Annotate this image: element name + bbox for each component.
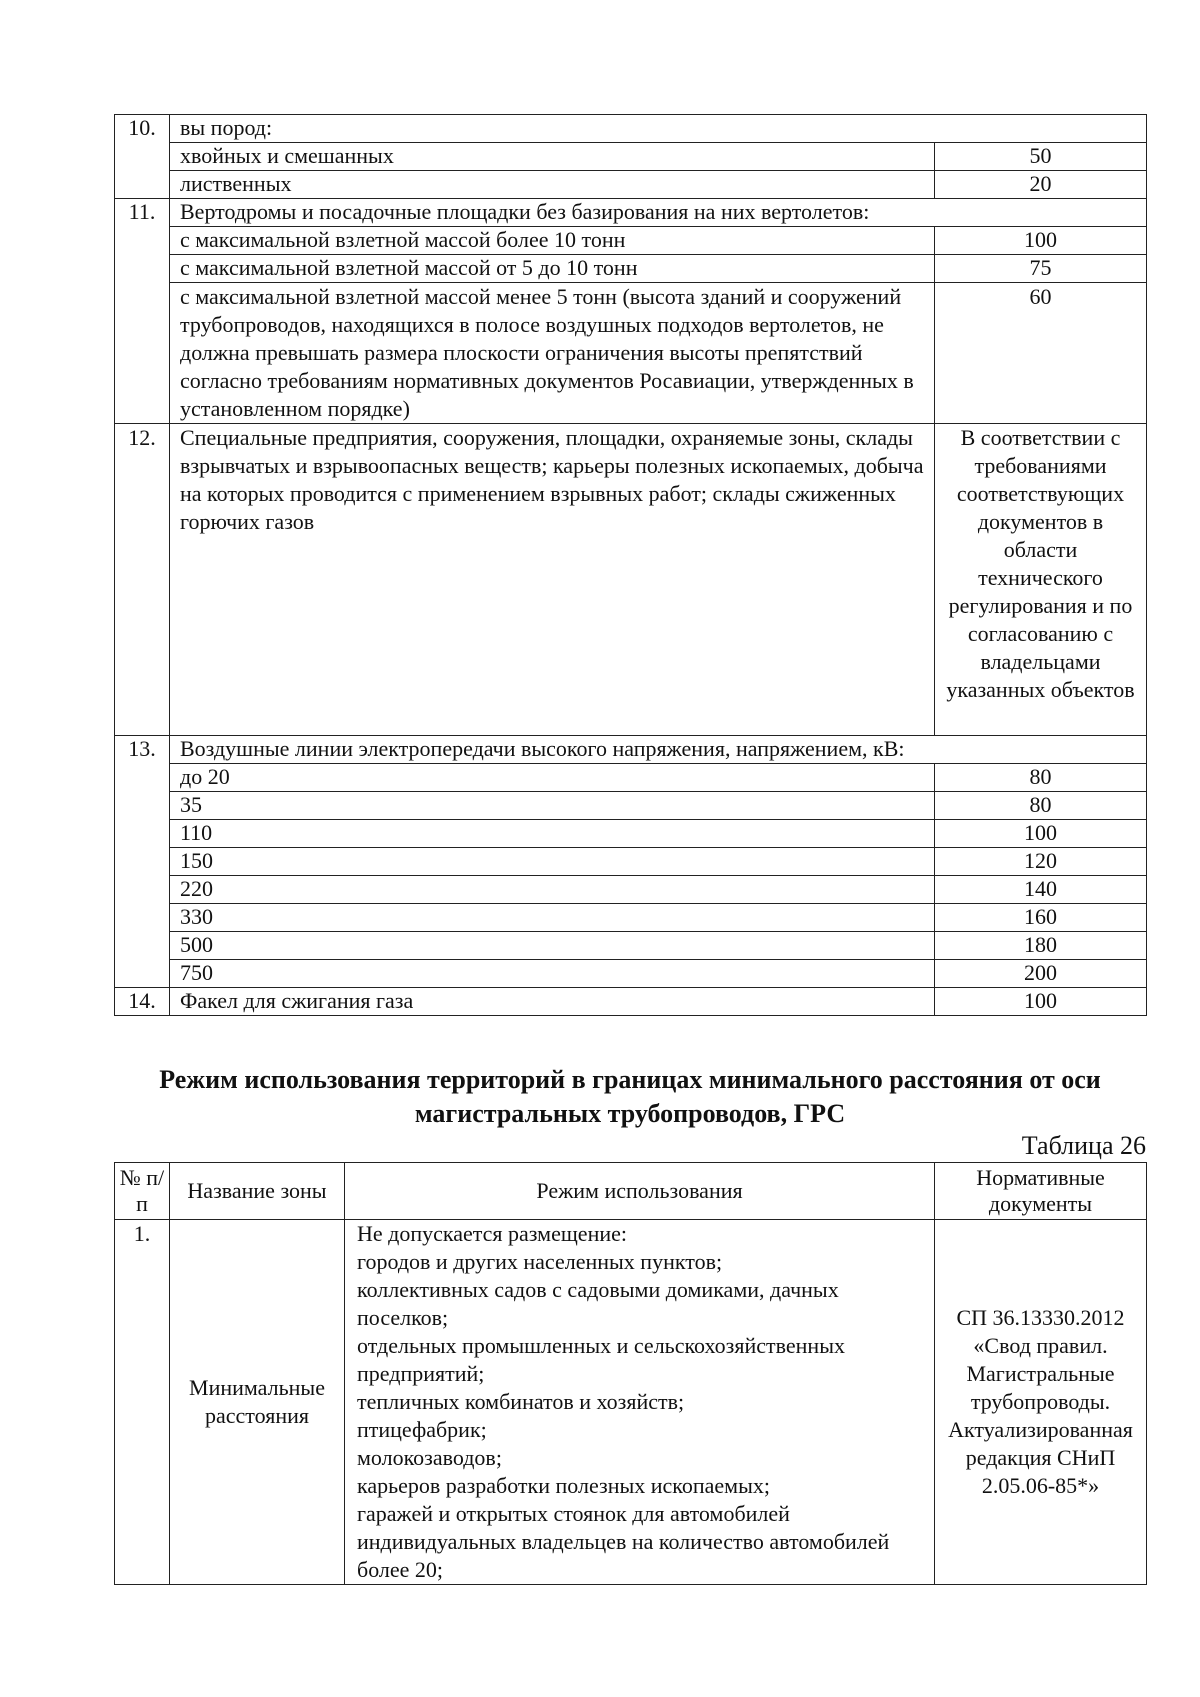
row-value: 20 (935, 171, 1147, 199)
table-row (115, 143, 1147, 171)
header-regime: Режим использования (345, 1163, 935, 1220)
row-number: 10. (115, 115, 170, 199)
row-value: 140 (935, 876, 1147, 904)
regime-line: гаражей и открытых стоянок для автомобилей индивидуальных владельцев на количество автомобилей более 20; (357, 1501, 890, 1582)
row-number: 13. (115, 736, 170, 988)
regime-line: карьеров разработки полезных ископаемых; (357, 1473, 770, 1498)
distance-table (114, 114, 1147, 1016)
row-value: 100 (935, 227, 1147, 255)
row-label: 220 (170, 876, 935, 904)
table-row (115, 904, 1147, 932)
table-row (115, 764, 1147, 792)
regime-line: коллективных садов с садовыми домиками, дачных поселков; (357, 1277, 839, 1330)
row-label: с максимальной взлетной массой менее 5 тонн (высота зданий и сооружений трубопроводов, находящихся в полосе воздушных подходов вертолетов, не должна превышать размера плоскости ограничения высоты препятствий согласно требованиям нормативных документов Росавиации, утвержденных в установленном порядке) (170, 283, 935, 424)
normative-docs: СП 36.13330.2012 «Свод правил. Магистральные трубопроводы. Актуализированная редакция СНиП 2.05.06-85*» (935, 1220, 1147, 1585)
table-row (115, 424, 1147, 736)
row-label: с максимальной взлетной массой более 10 тонн (170, 227, 935, 255)
table-header-row (115, 1163, 1147, 1220)
header-docs: Нормативные документы (935, 1163, 1147, 1220)
table-row (115, 848, 1147, 876)
row-label: 330 (170, 904, 935, 932)
regime-line: отдельных промышленных и сельскохозяйственных предприятий; (357, 1333, 845, 1386)
regime-line: городов и других населенных пунктов; (357, 1249, 723, 1274)
row-label: 35 (170, 792, 935, 820)
row-label: с максимальной взлетной массой от 5 до 10 тонн (170, 255, 935, 283)
row-group-header: Вертодромы и посадочные площадки без базирования на них вертолетов: (170, 199, 1147, 227)
table-row (115, 792, 1147, 820)
row-value: 75 (935, 255, 1147, 283)
table-row (115, 820, 1147, 848)
row-group-header: Воздушные линии электропередачи высокого напряжения, напряжением, кВ: (170, 736, 1147, 764)
row-value: 200 (935, 960, 1147, 988)
row-value: 120 (935, 848, 1147, 876)
row-label: хвойных и смешанных (170, 143, 935, 171)
regime-cell (345, 1220, 935, 1585)
row-label: до 20 (170, 764, 935, 792)
regime-line: тепличных комбинатов и хозяйств; (357, 1389, 685, 1414)
row-value: 160 (935, 904, 1147, 932)
table-row (115, 988, 1147, 1016)
row-label: Специальные предприятия, сооружения, площадки, охраняемые зоны, склады взрывчатых и взрывоопасных веществ; карьеры полезных ископаемых, добыча на которых проводится с применением взрывных работ; склады сжиженных горючих газов (170, 424, 935, 736)
table-row (115, 932, 1147, 960)
table-number-label: Таблица 26 (1021, 1131, 1146, 1160)
row-value: 100 (935, 820, 1147, 848)
row-label: лиственных (170, 171, 935, 199)
regime-line: Не допускается размещение: (357, 1221, 627, 1246)
table-row (115, 115, 1147, 143)
regime-line: молокозаводов; (357, 1445, 502, 1470)
usage-regime-table (114, 1162, 1147, 1585)
table-row (115, 283, 1147, 424)
row-value: 180 (935, 932, 1147, 960)
row-value: 80 (935, 792, 1147, 820)
header-zone: Название зоны (170, 1163, 345, 1220)
header-num: № п/п (115, 1163, 170, 1220)
row-group-header: вы пород: (170, 115, 1147, 143)
table-row (115, 960, 1147, 988)
row-label: Факел для сжигания газа (170, 988, 935, 1016)
table-row (115, 171, 1147, 199)
row-value: В соответствии с требованиями соответствующих документов в области технического регулирования и по согласованию с владельцами указанных объектов (935, 424, 1147, 736)
row-number: 11. (115, 199, 170, 424)
row-number: 1. (115, 1220, 170, 1585)
row-label: 500 (170, 932, 935, 960)
table-row (115, 199, 1147, 227)
row-value: 80 (935, 764, 1147, 792)
row-label: 150 (170, 848, 935, 876)
table-row (115, 255, 1147, 283)
regime-line: птицефабрик; (357, 1417, 487, 1442)
row-label: 110 (170, 820, 935, 848)
table-row (115, 736, 1147, 764)
row-label: 750 (170, 960, 935, 988)
table-row (115, 227, 1147, 255)
row-number: 12. (115, 424, 170, 736)
row-value: 100 (935, 988, 1147, 1016)
section-title: Режим использования территорий в границах минимального расстояния от оси магистральных трубопроводов, ГРС (159, 1065, 1101, 1128)
row-value: 50 (935, 143, 1147, 171)
row-value: 60 (935, 283, 1147, 424)
table-row (115, 1220, 1147, 1585)
table-row (115, 876, 1147, 904)
zone-name: Минимальные расстояния (170, 1220, 345, 1585)
row-number: 14. (115, 988, 170, 1016)
